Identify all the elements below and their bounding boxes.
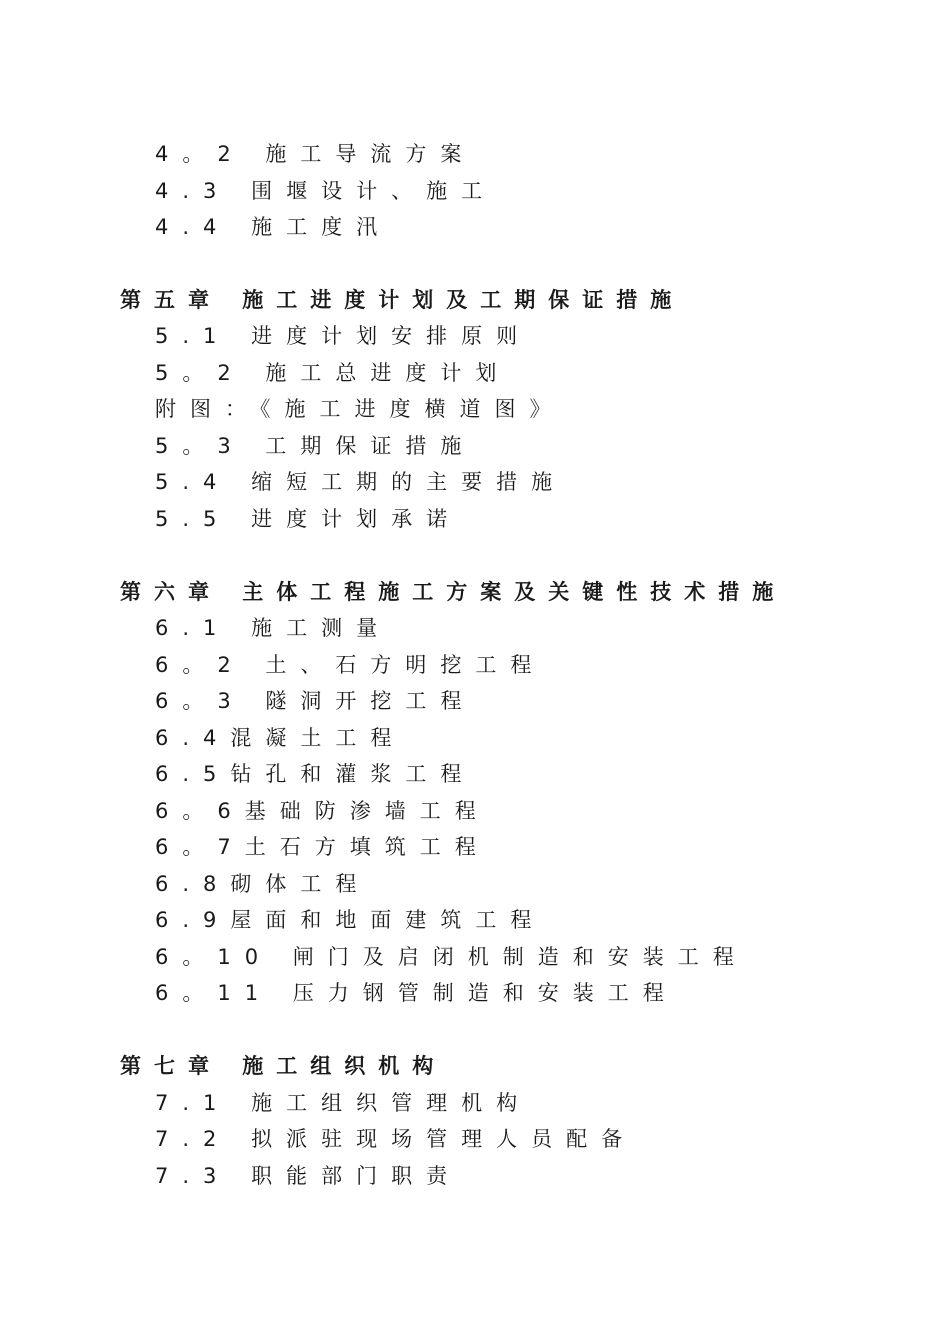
toc-chapter-5: 第五章 施工进度计划及工期保证措施 <box>120 288 685 312</box>
toc-entry-5-5: 5.5 进度计划承诺 <box>155 507 462 531</box>
toc-entry-7-1: 7.1 施工组织管理机构 <box>155 1091 532 1115</box>
toc-entry-4-4: 4.4 施工度汛 <box>155 215 392 239</box>
toc-entry-6-10: 6。10 闸门及启闭机制造和安装工程 <box>155 945 748 969</box>
toc-entry-6-3: 6。3 隧洞开挖工程 <box>155 689 476 713</box>
toc-entry-6-9: 6.9屋面和地面建筑工程 <box>155 908 546 932</box>
toc-entry-6-8: 6.8砌体工程 <box>155 872 371 896</box>
toc-chapter-6: 第六章 主体工程施工方案及关键性技术措施 <box>120 580 787 604</box>
toc-entry-6-5: 6.5钻孔和灌浆工程 <box>155 762 476 786</box>
toc-entry-5-4: 5.4 缩短工期的主要措施 <box>155 470 567 494</box>
toc-entry-6-4: 6.4混凝土工程 <box>155 726 406 750</box>
toc-entry-6-2: 6。2 土、石方明挖工程 <box>155 653 546 677</box>
toc-entry-5-1: 5.1 进度计划安排原则 <box>155 324 532 348</box>
toc-entry-6-1: 6.1 施工测量 <box>155 616 392 640</box>
toc-entry-5-2: 5。2 施工总进度计划 <box>155 361 511 385</box>
toc-entry-5-3: 5。3 工期保证措施 <box>155 434 476 458</box>
toc-entry-7-3: 7.3 职能部门职责 <box>155 1164 462 1188</box>
toc-entry-6-7: 6。7土石方填筑工程 <box>155 835 490 859</box>
toc-entry-figure: 附图：《施工进度横道图》 <box>155 397 565 421</box>
toc-chapter-7: 第七章 施工组织机构 <box>120 1054 447 1078</box>
toc-entry-6-11: 6。11 压力钢管制造和安装工程 <box>155 981 678 1005</box>
toc-entry-4-2: 4。2 施工导流方案 <box>155 142 476 166</box>
toc-entry-4-3: 4.3 围堰设计、施工 <box>155 179 497 203</box>
toc-entry-6-6: 6。6基础防渗墙工程 <box>155 799 490 823</box>
toc-entry-7-2: 7.2 拟派驻现场管理人员配备 <box>155 1127 637 1151</box>
